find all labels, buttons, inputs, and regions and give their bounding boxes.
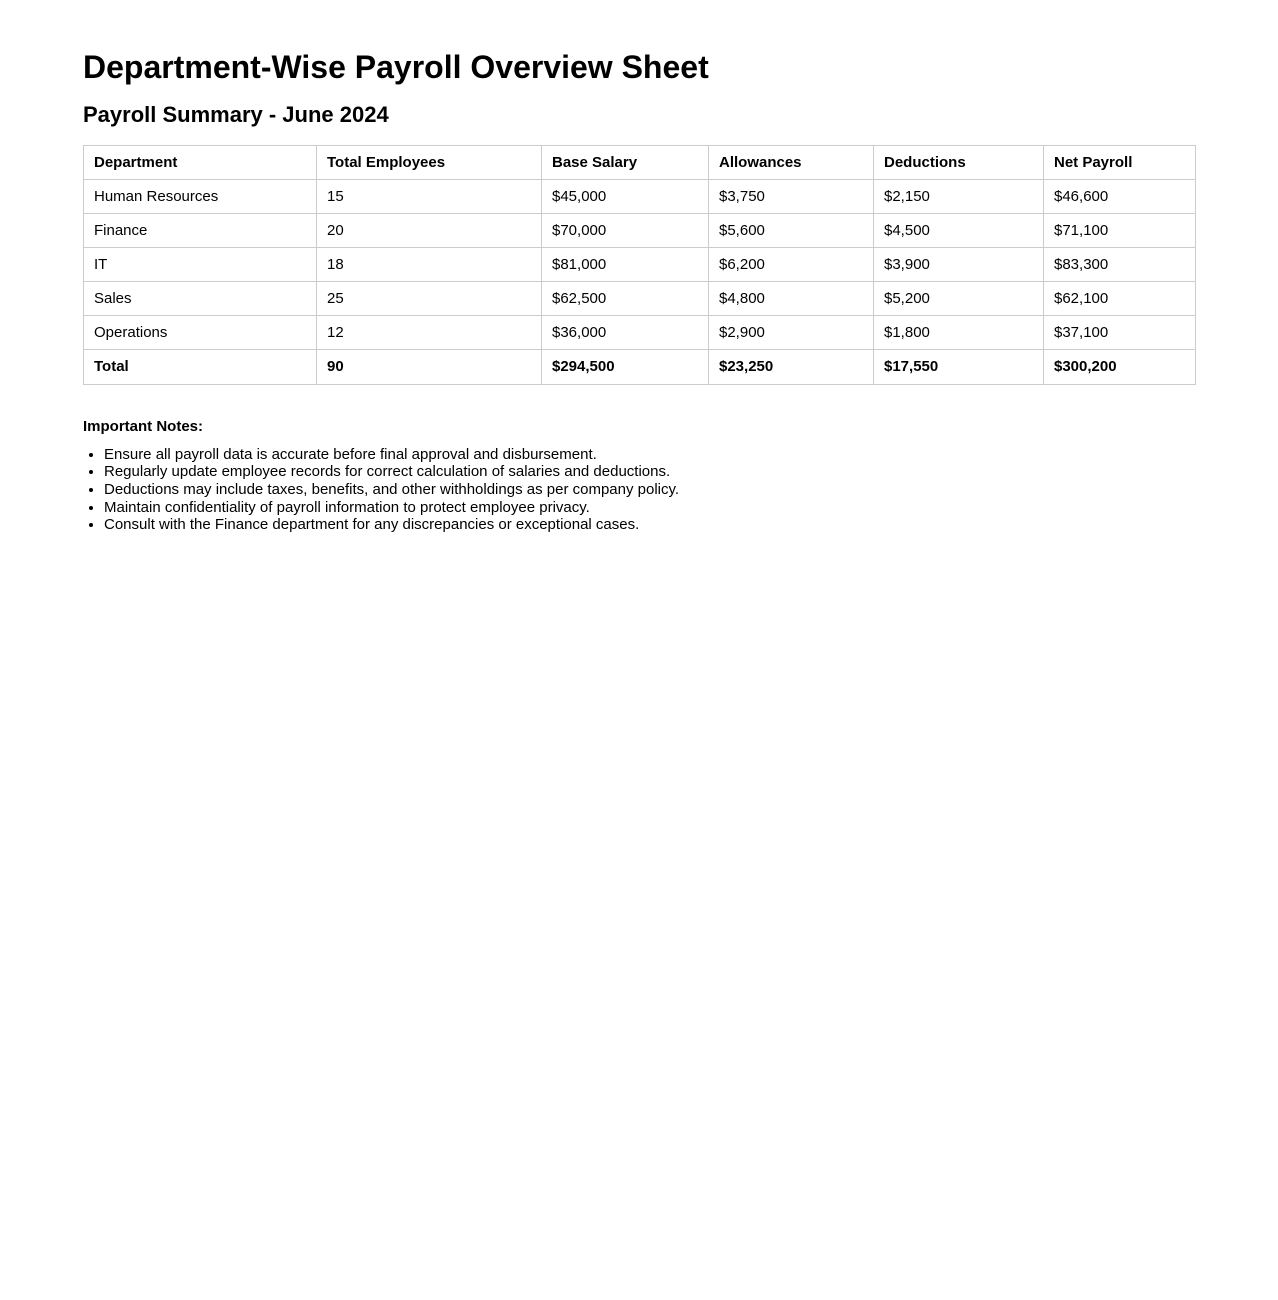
cell-deductions: $5,200 — [874, 281, 1044, 315]
table-row — [84, 281, 1196, 315]
table-total-row — [84, 349, 1196, 384]
table-row — [84, 179, 1196, 213]
cell-department: IT — [84, 247, 317, 281]
cell-total-net-payroll: $300,200 — [1044, 349, 1196, 384]
notes-list — [83, 446, 1195, 535]
cell-total-employees: 12 — [317, 315, 542, 349]
cell-net-payroll: $46,600 — [1044, 179, 1196, 213]
cell-deductions: $1,800 — [874, 315, 1044, 349]
cell-department: Sales — [84, 281, 317, 315]
column-header-department: Department — [84, 145, 317, 179]
note-item: • Regularly update employee records for correct calculation of salaries and deductions. — [104, 463, 1195, 481]
cell-allowances: $2,900 — [709, 315, 874, 349]
column-header-deductions: Deductions — [874, 145, 1044, 179]
cell-total-allowances: $23,250 — [709, 349, 874, 384]
cell-net-payroll: $71,100 — [1044, 213, 1196, 247]
cell-total-employees: 90 — [317, 349, 542, 384]
page-title: Department-Wise Payroll Overview Sheet — [83, 49, 709, 85]
note-item: • Deductions may include taxes, benefits, and other withholdings as per company policy. — [104, 481, 1195, 499]
cell-base-salary: $45,000 — [542, 179, 709, 213]
cell-base-salary: $36,000 — [542, 315, 709, 349]
cell-total-employees: 18 — [317, 247, 542, 281]
column-header-base-salary: Base Salary — [542, 145, 709, 179]
cell-deductions: $3,900 — [874, 247, 1044, 281]
column-header-allowances: Allowances — [709, 145, 874, 179]
cell-deductions: $2,150 — [874, 179, 1044, 213]
cell-total-label: Total — [84, 349, 317, 384]
cell-total-employees: 20 — [317, 213, 542, 247]
page-content — [0, 0, 1278, 534]
cell-base-salary: $81,000 — [542, 247, 709, 281]
cell-total-employees: 15 — [317, 179, 542, 213]
cell-total-deductions: $17,550 — [874, 349, 1044, 384]
table-header-row — [84, 145, 1196, 179]
cell-base-salary: $70,000 — [542, 213, 709, 247]
cell-department: Human Resources — [84, 179, 317, 213]
cell-net-payroll: $62,100 — [1044, 281, 1196, 315]
page-subtitle: Payroll Summary - June 2024 — [83, 102, 389, 128]
payroll-table — [83, 145, 1196, 385]
note-item: • Ensure all payroll data is accurate before final approval and disbursement. — [104, 446, 1195, 464]
cell-base-salary: $62,500 — [542, 281, 709, 315]
column-header-total-employees: Total Employees — [317, 145, 542, 179]
table-row — [84, 247, 1196, 281]
notes-heading: Important Notes: — [83, 417, 203, 435]
cell-net-payroll: $37,100 — [1044, 315, 1196, 349]
cell-total-employees: 25 — [317, 281, 542, 315]
cell-net-payroll: $83,300 — [1044, 247, 1196, 281]
cell-allowances: $5,600 — [709, 213, 874, 247]
table-row — [84, 315, 1196, 349]
cell-department: Finance — [84, 213, 317, 247]
table-row — [84, 213, 1196, 247]
cell-allowances: $4,800 — [709, 281, 874, 315]
note-item: • Consult with the Finance department for any discrepancies or exceptional cases. — [104, 516, 1195, 534]
cell-department: Operations — [84, 315, 317, 349]
cell-allowances: $3,750 — [709, 179, 874, 213]
column-header-net-payroll: Net Payroll — [1044, 145, 1196, 179]
cell-deductions: $4,500 — [874, 213, 1044, 247]
cell-allowances: $6,200 — [709, 247, 874, 281]
cell-total-base-salary: $294,500 — [542, 349, 709, 384]
note-item: • Maintain confidentiality of payroll information to protect employee privacy. — [104, 499, 1195, 517]
